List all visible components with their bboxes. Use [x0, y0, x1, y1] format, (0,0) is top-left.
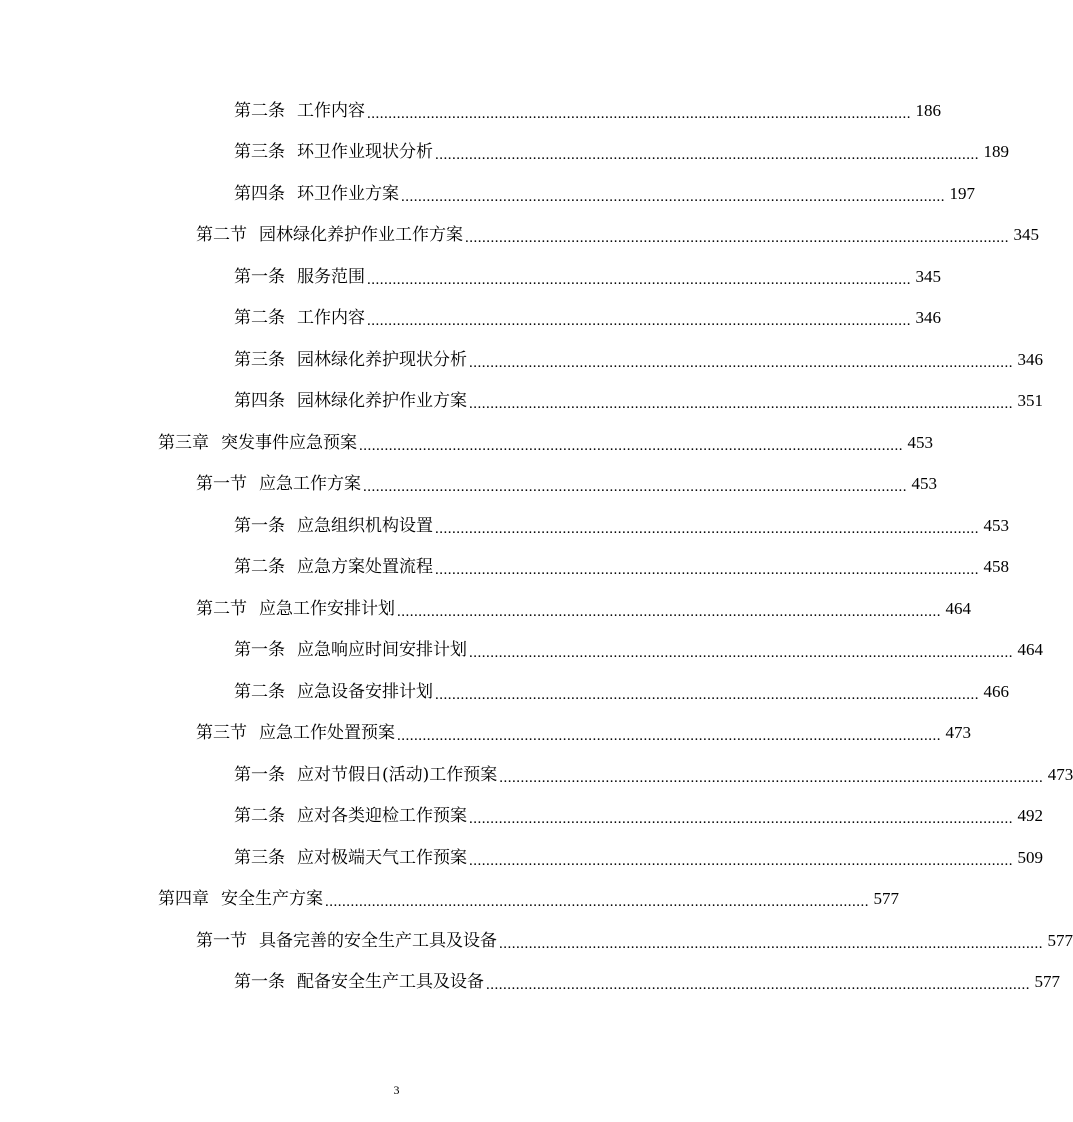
toc-leader-dots: ................................................................................................................................: [469, 811, 1013, 828]
toc-entry[interactable]: [0, 381, 1043, 423]
toc-entry-number: 第一条: [234, 266, 285, 287]
toc-entry[interactable]: [0, 879, 899, 921]
toc-entry-title: 具备完善的安全生产工具及设备: [259, 930, 497, 951]
toc-entry-title: 应急工作方案: [259, 474, 361, 495]
page-number: 3: [393, 1083, 400, 1097]
toc-entry-number: 第二条: [234, 806, 285, 827]
toc-leader-dots: ................................................................................................................................: [367, 313, 911, 330]
toc-entry-title: 突发事件应急预案: [221, 432, 357, 453]
toc-entry-title: 应急工作安排计划: [259, 598, 395, 619]
toc-entry-page: 577: [1034, 972, 1060, 992]
toc-entry-page: 577: [873, 889, 899, 909]
toc-entry-page: 345: [1013, 225, 1039, 245]
toc-entry-page: 492: [1017, 806, 1043, 826]
toc-entry-number: 第二条: [234, 557, 285, 578]
toc-entry[interactable]: [0, 505, 1009, 547]
toc-entry-page: 197: [949, 183, 975, 203]
toc-entry-number: 第一条: [234, 515, 285, 536]
toc-entry-page: 346: [915, 308, 941, 328]
toc-entry-number: 第四章: [158, 889, 209, 910]
toc-leader-dots: ................................................................................................................................: [325, 894, 869, 911]
toc-entry-page: 473: [945, 723, 971, 743]
toc-entry-number: 第三章: [158, 432, 209, 453]
toc-leader-dots: ................................................................................................................................: [499, 769, 1044, 786]
toc-entry-number: 第一条: [234, 764, 285, 785]
toc-entry-title: 园林绿化养护作业工作方案: [259, 225, 463, 246]
toc-entry-page: 464: [1017, 640, 1043, 660]
toc-entry-title: 应对极端天气工作预案: [297, 847, 467, 868]
toc-entry[interactable]: [0, 962, 1060, 1004]
toc-entry-number: 第三条: [234, 142, 285, 163]
toc-entry-number: 第一条: [234, 640, 285, 661]
toc-entry-title: 工作内容: [297, 100, 365, 121]
toc-leader-dots: ................................................................................................................................: [465, 230, 1009, 247]
toc-leader-dots: ................................................................................................................................: [435, 520, 979, 537]
toc-entry-page: 453: [911, 474, 937, 494]
toc-entry-page: 453: [907, 432, 933, 452]
toc-leader-dots: ................................................................................................................................: [469, 396, 1013, 413]
toc-entry-number: 第二节: [196, 225, 247, 246]
toc-leader-dots: ................................................................................................................................: [435, 686, 979, 703]
toc-entry-number: 第三条: [234, 349, 285, 370]
toc-entry-title: 园林绿化养护现状分析: [297, 349, 467, 370]
toc-entry[interactable]: [0, 713, 971, 755]
toc-leader-dots: ................................................................................................................................: [367, 105, 911, 122]
toc-entry-page: 466: [983, 681, 1009, 701]
toc-entry[interactable]: [0, 298, 941, 340]
toc-entry[interactable]: [0, 547, 1009, 589]
toc-entry-page: 464: [945, 598, 971, 618]
toc-leader-dots: ................................................................................................................................: [359, 437, 903, 454]
toc-entry-title: 服务范围: [297, 266, 365, 287]
toc-entry-number: 第二条: [234, 308, 285, 329]
toc-leader-dots: ................................................................................................................................: [363, 479, 907, 496]
toc-leader-dots: ................................................................................................................................: [469, 645, 1013, 662]
toc-leader-dots: ................................................................................................................................: [469, 852, 1013, 869]
toc-entry[interactable]: [0, 339, 1043, 381]
toc-entry-number: 第二条: [234, 100, 285, 121]
toc-entry[interactable]: [0, 588, 971, 630]
toc-entry-title: 工作内容: [297, 308, 365, 329]
toc-entry-page: 458: [983, 557, 1009, 577]
toc-entry-title: 应急设备安排计划: [297, 681, 433, 702]
toc-entry-page: 473: [1047, 764, 1073, 784]
toc-entry[interactable]: [0, 671, 1009, 713]
toc-leader-dots: ................................................................................................................................: [367, 271, 911, 288]
toc-entry-page: 577: [1047, 930, 1073, 950]
toc-entry-number: 第四条: [234, 183, 285, 204]
toc-entry[interactable]: [0, 754, 1073, 796]
toc-leader-dots: ................................................................................................................................: [401, 188, 945, 205]
toc-leader-dots: ................................................................................................................................: [397, 603, 941, 620]
toc-entry[interactable]: [0, 464, 937, 506]
toc-entry-title: 应急方案处置流程: [297, 557, 433, 578]
toc-entry-number: 第一节: [196, 474, 247, 495]
toc-entry-page: 345: [915, 266, 941, 286]
toc-entry-page: 346: [1017, 349, 1043, 369]
toc-entry-number: 第一节: [196, 930, 247, 951]
toc-entry-title: 应急工作处置预案: [259, 723, 395, 744]
toc-entry-title: 应急响应时间安排计划: [297, 640, 467, 661]
toc-entry-number: 第二节: [196, 598, 247, 619]
toc-entry-title: 安全生产方案: [221, 889, 323, 910]
toc-entry[interactable]: [0, 256, 941, 298]
toc-entry[interactable]: [0, 215, 1039, 257]
toc-entry-page: 351: [1017, 391, 1043, 411]
toc-entry[interactable]: [0, 422, 933, 464]
toc-entry[interactable]: [0, 920, 1073, 962]
toc-entry-number: 第二条: [234, 681, 285, 702]
toc-entry[interactable]: [0, 90, 941, 132]
toc-leader-dots: ................................................................................................................................: [397, 728, 941, 745]
toc-entry[interactable]: [0, 837, 1043, 879]
toc-entry-title: 应对各类迎检工作预案: [297, 806, 467, 827]
toc-entry-number: 第四条: [234, 391, 285, 412]
toc-entry-page: 453: [983, 515, 1009, 535]
toc-entry-page: 189: [983, 142, 1009, 162]
toc-leader-dots: ................................................................................................................................: [435, 147, 979, 164]
toc-entry-page: 186: [915, 100, 941, 120]
toc-entry-title: 配备安全生产工具及设备: [297, 972, 484, 993]
toc-entry-title: 环卫作业现状分析: [297, 142, 433, 163]
toc-entry-title: 环卫作业方案: [297, 183, 399, 204]
toc-entry-page: 509: [1017, 847, 1043, 867]
toc-entry-title: 应对节假日(活动)工作预案: [297, 764, 498, 785]
toc-entry[interactable]: [0, 630, 1043, 672]
toc-entry-number: 第一条: [234, 972, 285, 993]
toc-entry-title: 园林绿化养护作业方案: [297, 391, 467, 412]
toc-entry[interactable]: [0, 132, 1009, 174]
toc-leader-dots: ................................................................................................................................: [486, 977, 1030, 994]
toc-entry-number: 第三条: [234, 847, 285, 868]
toc-leader-dots: ................................................................................................................................: [469, 354, 1013, 371]
toc-entry-number: 第三节: [196, 723, 247, 744]
toc-leader-dots: ................................................................................................................................: [435, 562, 979, 579]
toc-entry-title: 应急组织机构设置: [297, 515, 433, 536]
toc-leader-dots: ................................................................................................................................: [499, 935, 1043, 952]
table-of-contents: [0, 90, 1073, 1003]
toc-entry[interactable]: [0, 796, 1043, 838]
toc-entry[interactable]: [0, 173, 975, 215]
